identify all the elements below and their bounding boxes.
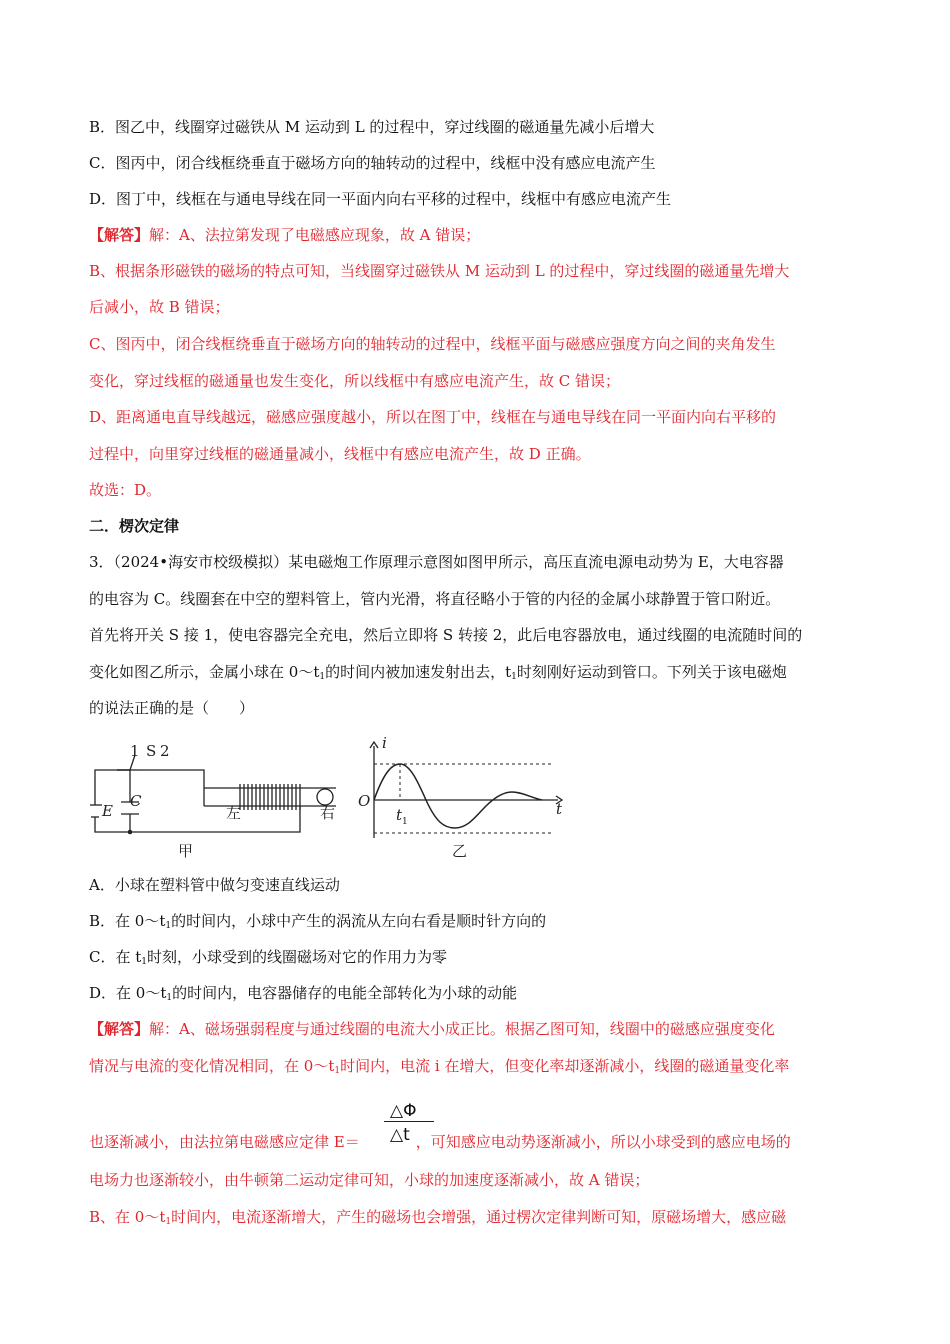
answer-q3-line2-part-a: 情况与电流的变化情况相同，在 0～t [89, 1057, 335, 1075]
graph-t1-label: t [396, 806, 403, 824]
option-b-q3 [89, 910, 864, 937]
option-c-q3-sub: 1 [141, 957, 148, 967]
capacitor-label-c: C [130, 792, 142, 810]
option-b-q3-sub: 1 [165, 921, 172, 931]
answer-q2-c-line1: C、图丙中，闭合线框绕垂直于磁场方向的轴转动的过程中，线框平面与磁感应强度方向之间的夹角发生 [89, 335, 776, 353]
q3-line4-sub2: 1 [511, 672, 517, 682]
answer-q3-line1 [89, 1018, 864, 1040]
answer-q3-line3 [89, 1131, 864, 1153]
answer-q3-line4: 电场力也逐渐较小，由牛顿第二运动定律可知，小球的加速度逐渐减小，故 A 错误； [89, 1171, 650, 1189]
answer-q2-d-line1: D、距离通电直导线越远，磁感应强度越小，所以在图丁中，线框在与通电导线在同一平面内向右平移的 [89, 408, 777, 426]
graph-x-label: t [556, 800, 563, 818]
option-d-q3 [89, 982, 864, 1009]
q3-line4-part-a: 变化如图乙所示，金属小球在 0～t [89, 663, 320, 681]
answer-q2-b-line2: 后减小，故 B 错误； [89, 298, 230, 316]
section-heading: 二．楞次定律 [89, 517, 180, 535]
answer-q2-choice: 故选：D。 [89, 481, 162, 499]
question3-line2: 的电容为 C。线圈套在中空的塑料管上，管内光滑，将直径略小于管的内径的金属小球静置于管口附近。 [89, 590, 781, 608]
graph-y-label: i [382, 734, 387, 752]
circuit-caption: 甲 [178, 842, 194, 860]
wire-bottom [95, 806, 300, 832]
option-d-q2: D．图丁中，线框在与通电导线在同一平面内向右平移的过程中，线框中有感应电流产生 [89, 190, 672, 208]
question3-figure [90, 732, 590, 864]
answer-tag: 【解答】 [89, 226, 150, 244]
graph-origin-label: O [358, 792, 371, 810]
answer-q3-line2-sub: 1 [334, 1066, 341, 1076]
option-d-q3-part-b: 的时间内，电容器储存的电能全部转化为小球的动能 [172, 984, 518, 1002]
option-a-q3: A．小球在塑料管中做匀变速直线运动 [89, 876, 340, 894]
answer-q3-line5-part-a: B、在 0～t [89, 1208, 166, 1226]
answer-q3-line1-text: 解：A、磁场强弱程度与通过线圈的电流大小成正比。根据乙图可知，线圈中的磁感应强度变化 [149, 1020, 775, 1038]
answer-q3-line3-part-b: ，可知感应电动势逐渐减小，所以小球受到的感应电场的 [415, 1133, 791, 1151]
option-d-q3-sub: 1 [166, 993, 173, 1003]
option-b-q3-part-b: 的时间内，小球中产生的涡流从左向右看是顺时针方向的 [171, 912, 547, 930]
metal-ball [317, 789, 333, 805]
circuit-diagram [90, 755, 336, 832]
switch-label-1: 1 [130, 742, 140, 760]
source-label-e: E [102, 802, 113, 820]
option-c-q3-part-a: C．在 t [89, 948, 142, 966]
question3-line4 [89, 661, 864, 688]
option-b-q2: B．图乙中，线圈穿过磁铁从 M 运动到 L 的过程中，穿过线圈的磁通量先减小后增大 [89, 118, 655, 136]
wire-switch-to-coil [142, 770, 204, 788]
option-b-q3-part-a: B．在 0～t [89, 912, 166, 930]
question3-line1: 3．（2024•海安市校级模拟）某电磁炮工作原理示意图如图甲所示，高压直流电源电动势为 E，大电容器 [89, 553, 784, 571]
answer-q3-line3-part-a: 也逐渐减小，由法拉第电磁感应定律 E＝ [89, 1133, 360, 1151]
option-c-q3 [89, 946, 864, 973]
question3-line3: 首先将开关 S 接 1，使电容器完全充电，然后立即将 S 转接 2，此后电容器放电，通过线圈的电流随时间的 [89, 626, 803, 644]
q3-line4-part-b: 的时间内被加速发射出去，t [325, 663, 512, 681]
graph-caption: 乙 [452, 842, 468, 860]
q3-line4-part-c: 时刻刚好运动到管口。下列关于该电磁炮 [516, 663, 787, 681]
wire-left-top [95, 770, 130, 805]
answer-q3-line2 [89, 1055, 864, 1082]
formula-fraction-bar [384, 1121, 434, 1122]
answer-q2-c-line2: 变化，穿过线框的磁通量也发生变化，所以线框中有感应电流产生，故 C 错误； [89, 372, 621, 390]
option-c-q2: C．图丙中，闭合线框绕垂直于磁场方向的轴转动的过程中，线框中没有感应电流产生 [89, 154, 656, 172]
answer-q3-line2-part-b: 时间内，电流 i 在增大，但变化率却逐渐减小，线圈的磁通量变化率 [340, 1057, 790, 1075]
answer-q3-line5-sub: 1 [165, 1217, 172, 1227]
right-label: 右 [320, 804, 336, 822]
switch-label-2: 2 [160, 742, 170, 760]
question3-line5: 的说法正确的是（ ） [89, 699, 255, 717]
formula-denominator: △t [390, 1125, 410, 1145]
formula-numerator: △Φ [390, 1101, 417, 1121]
switch-label-s: S [146, 742, 157, 760]
q3-line4-sub1: 1 [319, 672, 326, 682]
left-label: 左 [226, 804, 242, 822]
answer-q2-b-line1: B、根据条形磁铁的磁场的特点可知，当线圈穿过磁铁从 M 运动到 L 的过程中，穿过线圈的磁通量先增大 [89, 262, 790, 280]
answer-q2-intro [89, 224, 864, 246]
option-d-q3-part-a: D．在 0～t [89, 984, 167, 1002]
current-time-graph [358, 734, 563, 860]
option-c-q3-part-b: 时刻，小球受到的线圈磁场对它的作用力为零 [147, 948, 448, 966]
answer-q3-line5 [89, 1206, 864, 1233]
answer-q3-tag: 【解答】 [89, 1020, 150, 1038]
answer-q2-d-line2: 过程中，向里穿过线框的磁通量减小，线框中有感应电流产生，故 D 正确。 [89, 445, 591, 463]
answer-q2-intro-text: 解：A、法拉第发现了电磁感应现象，故 A 错误； [149, 226, 481, 244]
junction-dot [128, 830, 133, 835]
graph-t1-sub: 1 [402, 817, 408, 827]
answer-q3-line5-part-b: 时间内，电流逐渐增大，产生的磁场也会增强，通过楞次定律判断可知，原磁场增大，感应磁 [171, 1208, 787, 1226]
